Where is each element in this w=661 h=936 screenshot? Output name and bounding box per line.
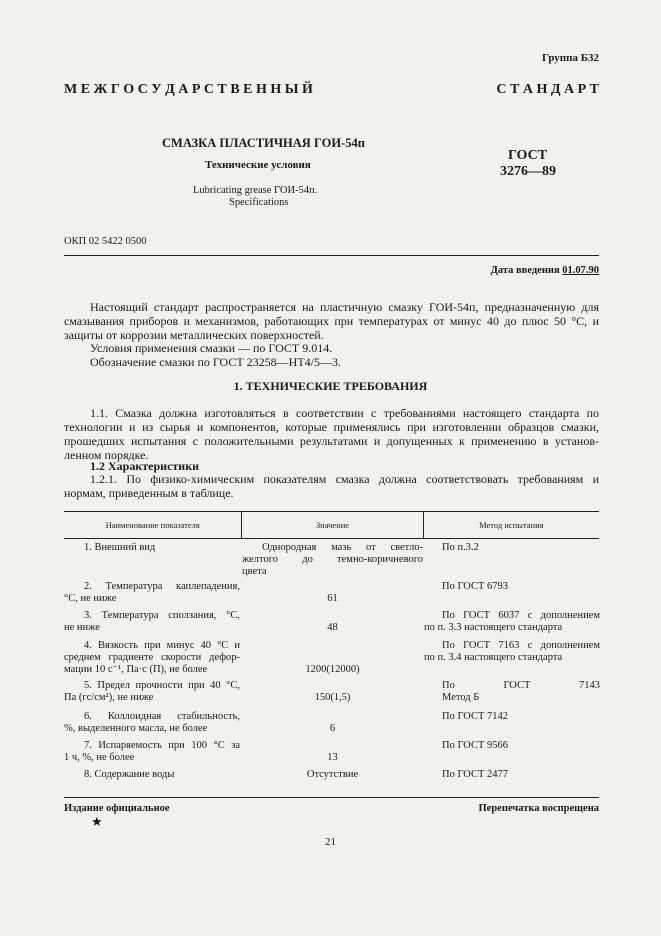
cell-line: 1200(12000) xyxy=(305,664,360,675)
cell-method xyxy=(424,581,600,593)
standard-banner xyxy=(64,82,599,98)
cell-line: По п.3.2 xyxy=(442,542,479,553)
cell-line: По ГОСТ 2477 xyxy=(442,769,509,780)
text-line: 1.2 Характеристики xyxy=(90,459,200,473)
cell-line: желтого до темно-коричневого xyxy=(242,554,423,565)
column-header-value: Значение xyxy=(241,512,423,538)
cell-line: По ГОСТ 6793 xyxy=(442,581,509,592)
text-line: нормам, приведенным в таблице. xyxy=(64,486,234,500)
cell-name xyxy=(64,610,240,634)
column-header-method: Метод испытания xyxy=(479,520,544,530)
document-subtitle: Технические условия xyxy=(205,159,311,171)
cell-line: °С, не ниже xyxy=(64,593,117,604)
clause-1-2-heading xyxy=(64,459,599,473)
cell-line: мации 10 с⁻¹, Па·с (П), не более xyxy=(64,664,208,675)
cell-method xyxy=(424,711,600,723)
cell-value xyxy=(242,664,423,676)
official-edition: Издание официальное xyxy=(64,803,170,814)
cell-line: 5. Предел прочности при 40 °С, xyxy=(84,680,240,691)
cell-method xyxy=(424,640,600,664)
text-line: Обозначение смазки по ГОСТ 23258—НТ4/5—3. xyxy=(90,355,342,369)
footer-divider xyxy=(64,797,599,798)
effective-date-value: 01.07.90 xyxy=(562,265,599,276)
text-line: прошедших испытания с положительными результатами и допущенных к применению в установ- xyxy=(64,434,599,448)
effective-date xyxy=(491,265,599,276)
reprint-forbidden: Перепечатка воспрещена xyxy=(478,803,599,814)
cell-name xyxy=(64,711,240,735)
table-header xyxy=(64,512,599,539)
cell-line: по п. 3.4 настоящего стандарта xyxy=(424,652,563,663)
cell-name xyxy=(64,769,240,781)
cell-line: не ниже xyxy=(64,622,100,633)
cell-line: 48 xyxy=(327,622,338,633)
cell-line: Метод Б xyxy=(442,692,480,703)
cell-value xyxy=(242,622,423,634)
cell-line: 1 ч, %, не более xyxy=(64,752,135,763)
cell-value xyxy=(242,692,423,704)
text-line: 1.2.1. По физико-химическим показателям смазка должна соответствовать требованиям и xyxy=(90,472,599,486)
cell-line: 2. Температура каплепадения, xyxy=(84,581,240,592)
effective-date-label: Дата введения xyxy=(490,265,560,276)
document-title: СМАЗКА ПЛАСТИЧНАЯ ГОИ-54п xyxy=(162,136,365,150)
gost-number: 3276—89 xyxy=(500,164,556,179)
clause-1-1 xyxy=(64,406,599,462)
cell-name xyxy=(64,640,240,676)
text-line: 1.1. Смазка должна изготовляться в соответствии с требованиями настоящего стандарта по xyxy=(90,406,599,420)
clause-1-2-1 xyxy=(64,472,599,500)
cell-line: По ГОСТ 7142 xyxy=(442,711,509,722)
section-heading: 1. ТЕХНИЧЕСКИЕ ТРЕБОВАНИЯ xyxy=(233,379,428,393)
group-code: Группа Б32 xyxy=(542,52,599,64)
cell-line: 8. Содержание воды xyxy=(84,769,175,780)
cell-method xyxy=(424,740,600,752)
characteristics-table xyxy=(64,511,599,539)
gost-label: ГОСТ xyxy=(508,148,548,163)
cell-value xyxy=(242,752,423,764)
cell-line: Отсутствие xyxy=(306,769,359,780)
cell-line: 4. Вязкость при минус 40 °С и xyxy=(84,640,240,651)
cell-name xyxy=(64,542,240,554)
cell-value xyxy=(242,542,423,578)
cell-line: По ГОСТ 7163 с дополнением xyxy=(442,640,600,651)
intro-paragraph-2 xyxy=(64,341,599,355)
english-title-line1: Lubricating grease ГОИ-54п. xyxy=(193,185,318,196)
intro-paragraph-1 xyxy=(64,300,599,342)
cell-line: 6. Коллоидная стабильность, xyxy=(84,711,240,722)
cell-line: по п. 3.3 настоящего стандарта xyxy=(424,622,563,633)
cell-name xyxy=(64,581,240,605)
cell-name xyxy=(64,680,240,704)
text-line: Условия применения смазки — по ГОСТ 9.014. xyxy=(90,341,333,355)
column-header-name: Наименование показателя xyxy=(105,520,200,530)
cell-value xyxy=(242,723,423,735)
english-title-line2: Specifications xyxy=(229,197,289,208)
banner-word-standard: С Т А Н Д А Р Т xyxy=(496,82,599,97)
cell-line: 7. Испаряемость при 100 °С за xyxy=(84,740,240,751)
cell-method xyxy=(424,769,600,781)
cell-name xyxy=(64,740,240,764)
cell-line: 6 xyxy=(329,723,336,734)
cell-line: %, выделенного масла, не более xyxy=(64,723,208,734)
text-line: смазывания приборов и механизмов, работающих при температурах от минус 40 до плюс 50 °С, и xyxy=(64,314,599,328)
cell-line: По ГОСТ 6037 с дополнением xyxy=(442,610,600,621)
cell-line: Однородная мазь от светло- xyxy=(262,542,423,553)
cell-method xyxy=(424,542,600,554)
cell-line: 3. Температура сползания, °С, xyxy=(84,610,240,621)
star-icon: ★ xyxy=(91,814,103,829)
cell-method xyxy=(424,610,600,634)
okp-code: ОКП 02 5422 0500 xyxy=(64,236,147,247)
cell-line: 150(1,5) xyxy=(314,692,351,703)
cell-line: Па (гс/см²), не ниже xyxy=(64,692,154,703)
cell-value xyxy=(242,769,423,781)
intro-paragraph-3 xyxy=(64,355,599,369)
cell-method xyxy=(424,680,600,704)
cell-value xyxy=(242,593,423,605)
text-line: защиты от коррозии металлических поверхностей. xyxy=(64,328,324,342)
text-line: Настоящий стандарт распространяется на пластичную смазку ГОИ-54п, предназначенную для xyxy=(90,300,599,314)
cell-line: По ГОСТ 9566 xyxy=(442,740,509,751)
cell-line: 61 xyxy=(327,593,338,604)
cell-line: 1. Внешний вид xyxy=(84,542,156,553)
header-divider xyxy=(64,255,599,256)
cell-line: среднем градиенте скорости дефор- xyxy=(64,652,240,663)
cell-line: цвета xyxy=(242,566,267,577)
text-line: технологии и из сырья и компонентов, которые применялись при изготовлении образцов смазки, xyxy=(64,420,599,434)
page-number: 21 xyxy=(325,836,336,848)
banner-word-interstate: М Е Ж Г О С У Д А Р С Т В Е Н Н Ы Й xyxy=(64,82,313,97)
cell-line: 13 xyxy=(327,752,338,763)
text-line: ленном порядке. xyxy=(64,448,149,462)
cell-line: По ГОСТ 7143 xyxy=(442,680,600,691)
